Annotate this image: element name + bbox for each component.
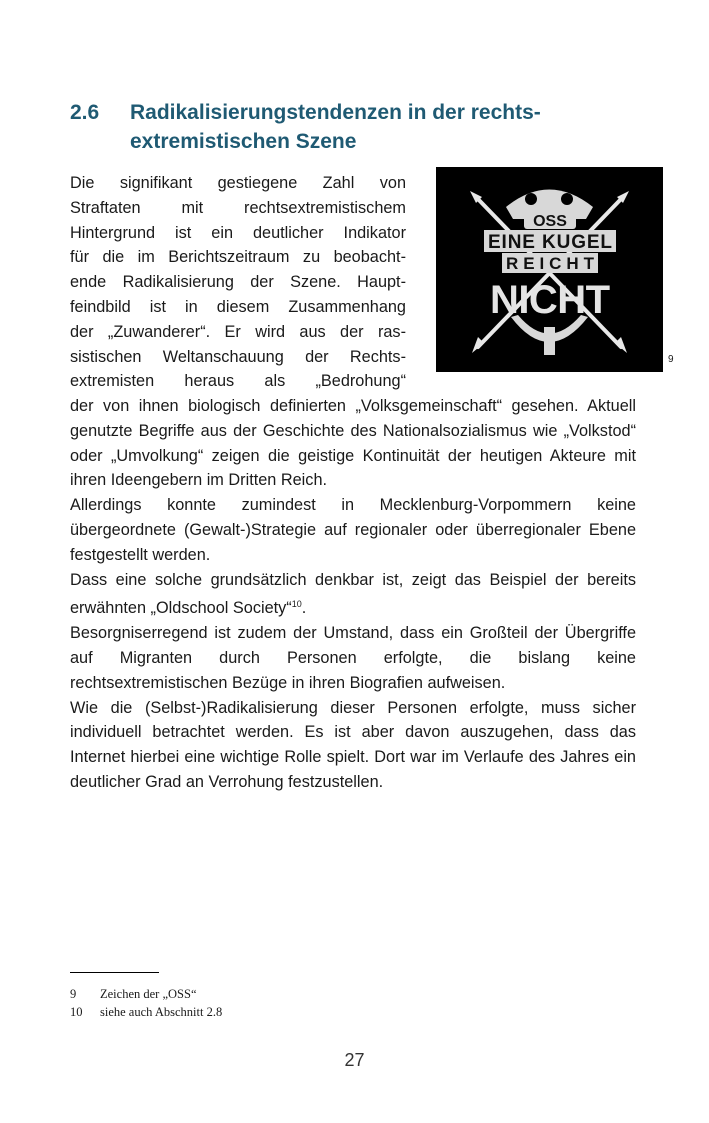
skull-logo-icon [436,167,663,372]
logo-line-3: NICHT [490,278,610,322]
oss-logo-image [436,167,663,372]
footnote-text: siehe auch Abschnitt 2.8 [100,1005,223,1019]
page-number: 27 [344,1050,365,1070]
wrap-line: sistischen Weltanschauung der Rechts- [70,347,406,366]
logo-line-1: EINE KUGEL [488,232,612,253]
paragraph: Besorgniserregend ist zudem der Umstand, dass ein Großteil der Übergriffe auf Migranten durch Personen erfolgte, die bislang keine rechtsextremistischen Bezüge in ihren Biografien aufweisen. [70,624,636,692]
wrap-line: feindbild ist in diesem Zusammenhang [70,297,406,316]
wrap-line: Hintergrund ist ein deutlicher Indikator [70,223,406,242]
section-number: 2.6 [70,101,100,124]
footnote-text: Zeichen der „OSS“ [100,987,197,1001]
footnotes [70,985,222,1021]
wrap-line: für die im Berichtszeitraum zu beobacht- [70,248,406,267]
footnote-divider [70,972,159,973]
paragraph: Wie die (Selbst-)Radikalisierung dieser Personen erfolgte, muss sicher individuell betrachtet werden. Es ist aber davon auszugehen, dass das Internet hierbei eine wichtige Rolle spielt. Dort war im Verlaufe des Jahres ein deutlicher Grad an Verrohung festzustellen. [70,698,636,791]
logo-oss: OSS [533,213,567,230]
wrap-line: ende Radikalisierung der Szene. Haupt- [70,273,406,292]
wrap-line: Die signifikant gestiegene Zahl von [70,174,406,192]
footnote-number: 9 [70,987,77,1001]
section-title: Radikalisierungstendenzen in der rechts-extremistischen Szene [130,101,541,153]
paragraph: Allerdings konnte zumindest in Mecklenburg-Vorpommern keine übergeordnete (Gewalt-)Strategie auf regionaler oder überregionaler Ebene festgestellt werden. [70,496,636,564]
section-heading [70,98,640,156]
paragraph [70,568,636,622]
body-text [70,394,636,795]
paragraph-end: . [301,599,307,618]
logo-line-2: REICHT [506,254,594,273]
footnote [70,1003,222,1021]
wrap-line: der „Zuwanderer“. Er wird aus der ras- [70,322,406,341]
footnote-ref: 10 [291,599,302,610]
paragraph-text: Dass eine solche grundsätzlich denkbar ist, zeigt das Beispiel der bereits erwähnten „Oldschool Society“ [70,570,636,618]
wrap-line: Straftaten mit rechtsextremistischem [70,198,406,217]
paragraph: der von ihnen biologisch definierten „Volksgemeinschaft“ gesehen. Aktuell genutzte Begriffe aus der Geschichte des Nationalsozialismus wie „Volkstod“ oder „Umvolkung“ zeigen die geistige Kontinuität der heutigen Akteure mit ihren Ideengebern im Dritten Reich. [70,397,636,490]
figure-footnote-ref: 9 [668,354,674,365]
wrapped-text-column [70,171,406,394]
footnote-number: 10 [70,1005,83,1019]
wrap-line: extremisten heraus als „Bedrohung“ [70,372,406,391]
footnote [70,985,222,1003]
